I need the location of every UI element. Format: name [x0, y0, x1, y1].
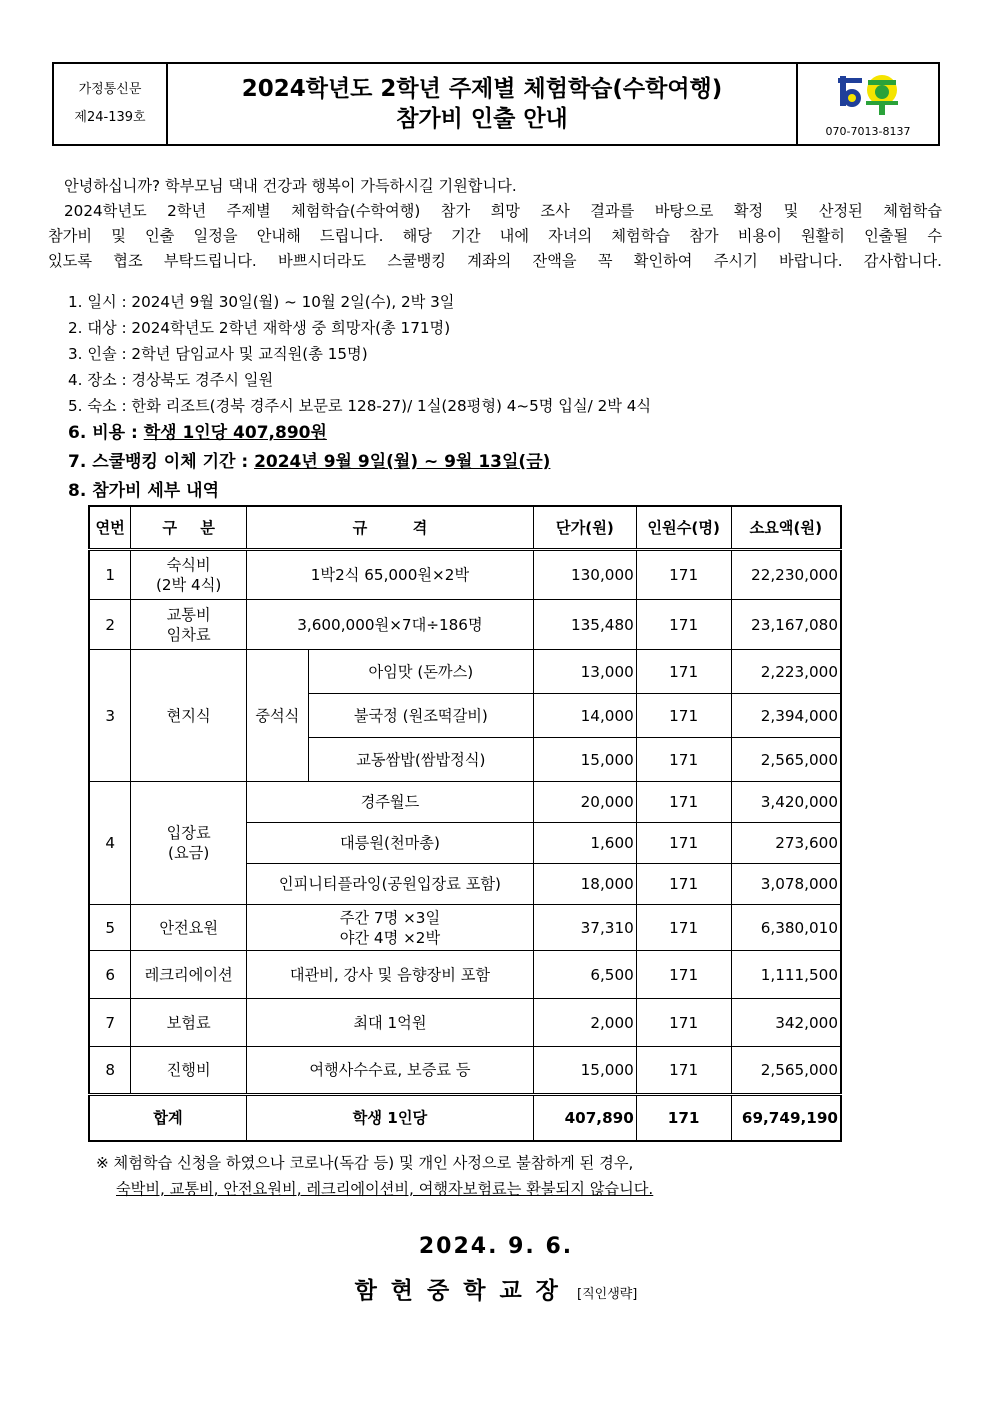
principal-name: 함현중학교장: [354, 1278, 572, 1304]
row-unit-price: 18,000: [533, 864, 636, 905]
intro-text: [48, 174, 942, 274]
row-amount: 3,078,000: [731, 864, 841, 905]
row-category-line: 교통비: [166, 605, 211, 624]
table-total-row: [89, 1095, 841, 1142]
row-amount: 273,600: [731, 823, 841, 864]
row-category-line: 입장료: [166, 824, 211, 842]
row-amount: 2,565,000: [731, 738, 841, 782]
refund-note: [96, 1150, 653, 1202]
row-spec: 1박2식 65,000원×2박: [246, 550, 533, 600]
row-no: 1: [89, 550, 131, 600]
notice-title: [168, 64, 798, 144]
row-category-line: (요금): [168, 844, 210, 862]
row-unit-price: 1,600: [533, 823, 636, 864]
refund-note-line-2: 숙박비, 교통비, 안전요원비, 레크리에이션비, 여행자보험료는 환불되지 않습니다.: [116, 1180, 654, 1198]
row-category-line: (2박 4식): [155, 576, 222, 594]
row-count: 171: [636, 905, 731, 951]
row-no: 4: [89, 782, 131, 905]
row-category: 보험료: [131, 999, 247, 1047]
table-row: [89, 782, 841, 823]
row-category-line: 임차료: [166, 625, 211, 644]
row-unit-price: 15,000: [533, 1047, 636, 1095]
total-label: 합계: [89, 1095, 246, 1142]
title-line-2: 참가비 인출 안내: [396, 106, 568, 132]
school-phone: 070-7013-8137: [825, 125, 911, 138]
row-amount: 6,380,010: [731, 905, 841, 951]
row-unit-price: 2,000: [533, 999, 636, 1047]
info-detail-heading: 8. 참가비 세부 내역: [68, 481, 219, 501]
row-spec: 경주월드: [246, 782, 533, 823]
row-no: 7: [89, 999, 131, 1047]
row-no: 5: [89, 905, 131, 951]
row-no: 8: [89, 1047, 131, 1095]
signature: [0, 1272, 992, 1305]
row-no: 6: [89, 951, 131, 999]
row-category: 현지식: [131, 650, 247, 782]
info-target: 2. 대상 : 2024학년도 2학년 재학생 중 희망자(총 171명): [68, 319, 451, 337]
seal-note: [직인생략]: [577, 1287, 638, 1302]
row-amount: 2,223,000: [731, 650, 841, 694]
row-no: 2: [89, 600, 131, 650]
row-unit-price: 6,500: [533, 951, 636, 999]
col-category: 구 분: [131, 506, 247, 550]
intro-line-2: 참가비 및 인출 일정을 안내해 드립니다. 해당 기간 내에 자녀의 체험학습 참가 비용이 원활히 인출될 수: [48, 227, 942, 245]
row-unit-price: 20,000: [533, 782, 636, 823]
row-count: 171: [636, 864, 731, 905]
row-amount: 3,420,000: [731, 782, 841, 823]
col-spec: 규 격: [246, 506, 533, 550]
greeting: 안녕하십니까? 학부모님 댁내 건강과 행복이 가득하시길 기원합니다.: [64, 177, 517, 195]
row-category: [131, 782, 247, 905]
row-category: [131, 550, 247, 600]
row-spec: 대관비, 강사 및 음향장비 포함: [246, 951, 533, 999]
row-unit-price: 37,310: [533, 905, 636, 951]
info-cost-label: 6. 비용 :: [68, 423, 144, 443]
info-transfer-period: [68, 448, 928, 477]
info-leaders: 3. 인솔 : 2학년 담임교사 및 교직원(총 15명): [68, 345, 368, 363]
row-amount: 22,230,000: [731, 550, 841, 600]
row-spec: 3,600,000원×7대÷186명: [246, 600, 533, 650]
row-count: 171: [636, 550, 731, 600]
row-spec: 최대 1억원: [246, 999, 533, 1047]
row-count: 171: [636, 738, 731, 782]
notice-number: 제24-139호: [74, 110, 146, 125]
row-category: 안전요원: [131, 905, 247, 951]
row-count: 171: [636, 694, 731, 738]
table-row: [89, 999, 841, 1047]
row-count: 171: [636, 823, 731, 864]
row-category-line: 숙식비: [166, 556, 211, 574]
intro-line-1: 2024학년도 2학년 주제별 체험학습(수학여행) 참가 희망 조사 결과를 바탕으로 확정 및 산정된 체험학습: [64, 202, 942, 220]
table-row: [89, 1047, 841, 1095]
total-count: 171: [636, 1095, 731, 1142]
table-row: [89, 951, 841, 999]
info-list: [68, 289, 928, 506]
row-spec: 대릉원(천마총): [246, 823, 533, 864]
row-count: 171: [636, 782, 731, 823]
title-line-1: 2024학년도 2학년 주제별 체험학습(수학여행): [241, 76, 723, 102]
notice-id-box: [54, 64, 168, 144]
table-row: [89, 600, 841, 650]
row-no: 3: [89, 650, 131, 782]
row-spec: 여행사수수료, 보증료 등: [246, 1047, 533, 1095]
row-count: 171: [636, 600, 731, 650]
row-unit-price: 135,480: [533, 600, 636, 650]
info-cost-value: 학생 1인당 407,890원: [143, 423, 327, 443]
col-no: 연번: [89, 506, 131, 550]
refund-note-line-1: ※ 체험학습 신청을 하였으나 코로나(독감 등) 및 개인 사정으로 불참하게 된 경우,: [96, 1154, 634, 1172]
row-unit-price: 15,000: [533, 738, 636, 782]
issue-date: 2024. 9. 6.: [418, 1234, 574, 1259]
row-unit-price: 14,000: [533, 694, 636, 738]
total-unit-price: 407,890: [533, 1095, 636, 1142]
row-spec-line: 주간 7명 ×3일: [339, 908, 441, 927]
row-amount: 23,167,080: [731, 600, 841, 650]
row-amount: 342,000: [731, 999, 841, 1047]
info-cost: [68, 419, 928, 448]
info-place: 4. 장소 : 경상북도 경주시 일원: [68, 371, 274, 389]
row-amount: 2,394,000: [731, 694, 841, 738]
row-count: 171: [636, 650, 731, 694]
row-unit-price: 130,000: [533, 550, 636, 600]
table-header-row: [89, 506, 841, 550]
row-category: 진행비: [131, 1047, 247, 1095]
notice-type: 가정통신문: [78, 82, 142, 97]
row-spec-line: 야간 4명 ×2박: [339, 928, 441, 947]
row-amount: 2,565,000: [731, 1047, 841, 1095]
fee-table: [88, 505, 842, 1142]
row-amount: 1,111,500: [731, 951, 841, 999]
info-transfer-label: 7. 스쿨뱅킹 이체 기간 :: [68, 452, 255, 472]
row-count: 171: [636, 999, 731, 1047]
row-count: 171: [636, 951, 731, 999]
info-date: 1. 일시 : 2024년 9월 30일(월) ~ 10월 2일(수), 2박 3일: [68, 293, 455, 311]
row-spec: 불국정 (원조떡갈비): [308, 694, 533, 738]
notice-header: [52, 62, 940, 146]
school-logo-icon: [838, 70, 900, 116]
row-category: [131, 600, 247, 650]
row-spec: [246, 905, 533, 951]
intro-line-3: 있도록 협조 부탁드립니다. 바쁘시더라도 스쿨뱅킹 계좌의 잔액을 꼭 확인하여 주시기 바랍니다. 감사합니다.: [48, 252, 942, 270]
row-spec: 교동쌈밥(쌈밥정식): [308, 738, 533, 782]
col-count: 인원수(명): [636, 506, 731, 550]
row-unit-price: 13,000: [533, 650, 636, 694]
row-category: 레크리에이션: [131, 951, 247, 999]
school-info-box: [798, 64, 938, 144]
table-row: [89, 650, 841, 694]
col-unit-price: 단가(원): [533, 506, 636, 550]
col-amount: 소요액(원): [731, 506, 841, 550]
table-row: [89, 905, 841, 951]
row-spec: 인피니티플라잉(공원입장료 포함): [246, 864, 533, 905]
info-transfer-value: 2024년 9월 9일(월) ~ 9월 13일(금): [254, 452, 551, 472]
table-row: [89, 550, 841, 600]
row-count: 171: [636, 1047, 731, 1095]
total-spec: 학생 1인당: [246, 1095, 533, 1142]
total-amount: 69,749,190: [731, 1095, 841, 1142]
row-spec: 아임맛 (돈까스): [308, 650, 533, 694]
row-subcategory: 중석식: [246, 650, 308, 782]
info-lodging: 5. 숙소 : 한화 리조트(경북 경주시 보문로 128-27)/ 1실(28평형) 4~5명 입실/ 2박 4식: [68, 397, 652, 415]
